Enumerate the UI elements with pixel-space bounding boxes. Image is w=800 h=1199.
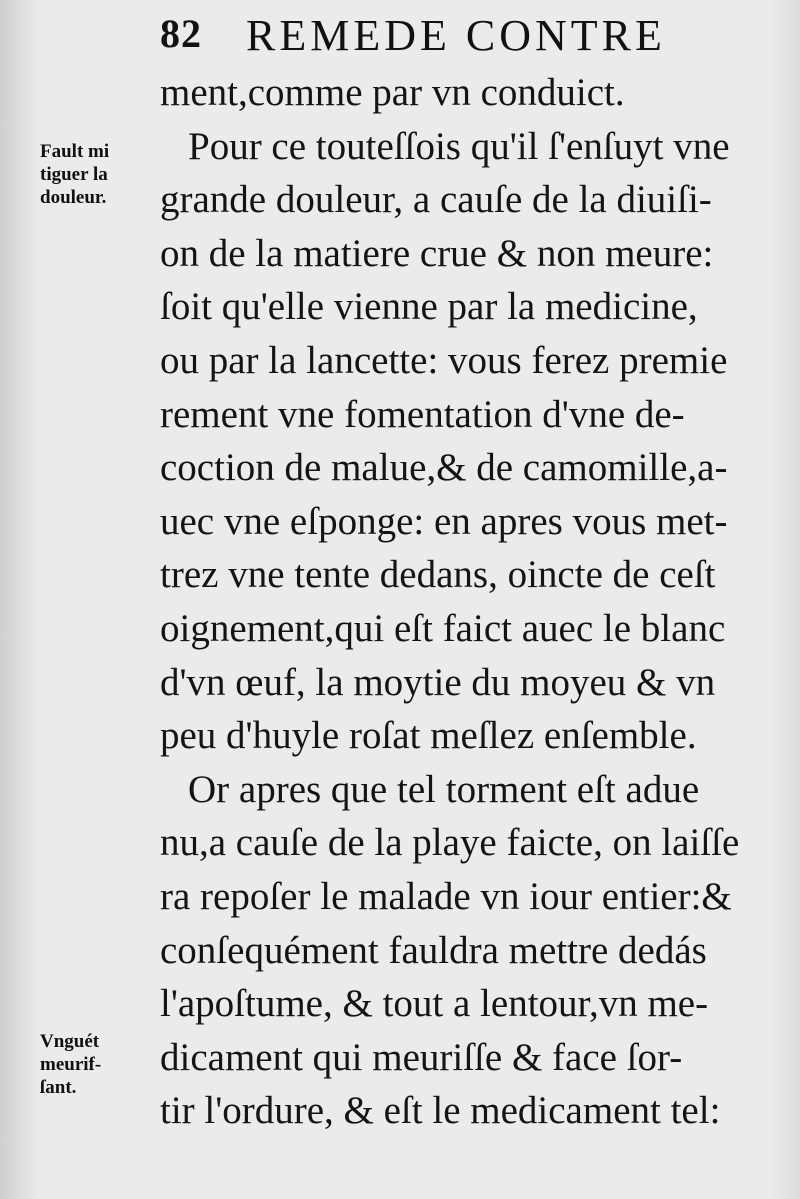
- text-line: peu d'huyle roſat meſlez enſemble.: [160, 714, 697, 758]
- margin-note-line: meurif-: [40, 1054, 102, 1075]
- text-line: conſequément fauldra mettre dedás: [160, 928, 707, 972]
- text-line: nu,a cauſe de la playe faicte, on laiſſe: [160, 821, 740, 865]
- text-line: trez vne tente dedans, oincte de ceſt: [160, 553, 716, 597]
- margin-note-mitigate-pain: [40, 140, 148, 209]
- text-line: tir l'ordure, & eſt le medicament tel:: [160, 1089, 721, 1133]
- text-line: ment,comme par vn conduict.: [160, 71, 625, 114]
- text-line: Or apres que tel torment eſt adue: [188, 767, 700, 811]
- text-line: l'apoſtume, & tout a lentour,vn me-: [160, 982, 709, 1026]
- margin-note-line: douleur.: [40, 187, 107, 208]
- body-text: [160, 66, 785, 1138]
- text-line: coction de malue,& de camomille,a-: [160, 446, 728, 490]
- text-line: uec vne eſponge: en apres vous met-: [160, 499, 728, 543]
- text-line: ou par la lancette: vous ferez premie: [160, 338, 728, 382]
- margin-note-line: Vnguét: [40, 1031, 100, 1052]
- text-line: ſoit qu'elle vienne par la medicine,: [160, 285, 698, 329]
- text-line: dicament qui meuriſſe & face ſor-: [160, 1035, 683, 1079]
- text-line: on de la matiere crue & non meure:: [160, 231, 714, 275]
- page-header: [160, 6, 780, 66]
- gutter-shadow: [0, 0, 40, 1199]
- margin-note-line: ſant.: [40, 1077, 77, 1098]
- text-line: d'vn œuf, la moytie du moyeu & vn: [160, 660, 716, 704]
- text-line: Pour ce touteſſois qu'il ſ'enſuyt vne: [188, 124, 730, 168]
- text-line: oignement,qui eſt faict auec le blanc: [160, 606, 726, 650]
- text-line: ra repoſer le malade vn iour entier:&: [160, 874, 732, 918]
- running-head: REMEDE CONTRE: [246, 11, 666, 60]
- margin-note-ripening-ointment: [40, 1030, 148, 1099]
- text-line: rement vne fomentation d'vne de-: [160, 392, 685, 436]
- margin-note-line: tiguer la: [40, 164, 108, 185]
- page-number: 82: [160, 11, 202, 56]
- margin-note-line: Fault mi: [40, 141, 110, 162]
- text-line: grande douleur, a cauſe de la diuiſi-: [160, 178, 712, 222]
